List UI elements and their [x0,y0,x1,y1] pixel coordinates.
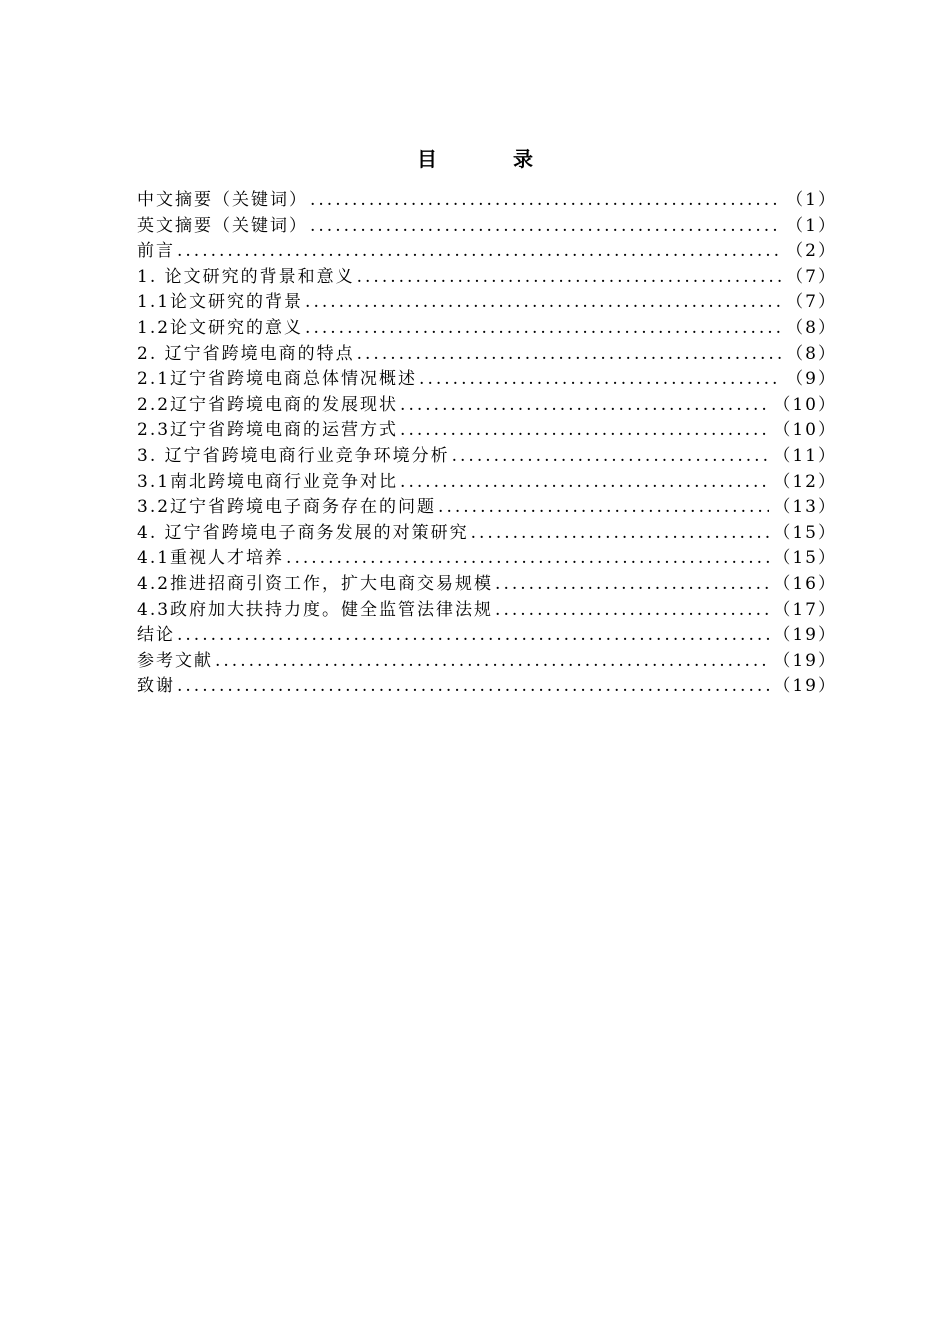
toc-leader-dots [215,649,769,675]
toc-entry-text: 3.1南北跨境电商行业竞争对比 [137,471,399,492]
toc-entry-text: 4. 辽宁省跨境电子商务发展的对策研究 [137,522,469,543]
toc-entry [137,444,837,470]
toc-entry [137,367,837,393]
toc-entry [137,598,837,624]
toc-leader-dots [177,623,769,649]
toc-title: 目 录 [417,147,561,171]
toc-leader-dots [452,444,770,470]
toc-entry [137,470,837,496]
toc-entry-page: （12） [773,471,837,492]
toc-leader-dots [471,521,770,547]
toc-entry-text: 英文摘要（关键词） [137,215,308,236]
toc-entry-text: 2.1辽宁省跨境电商总体情况概述 [137,369,418,390]
toc-entry [137,265,837,291]
toc-entry-text: 4.1重视人才培养 [137,548,285,569]
toc-entry-text: 1.1论文研究的背景 [137,292,304,313]
toc-leader-dots [177,674,769,700]
toc-entry [137,495,837,521]
toc-entry-text: 1.2论文研究的意义 [137,317,304,338]
toc-entry [137,393,837,419]
toc-entry [137,214,837,240]
toc-leader-dots [495,572,769,598]
toc-entry-page: （11） [773,445,837,466]
toc-leader-dots [177,239,782,265]
toc-list [137,188,837,700]
toc-entry-page: （17） [773,599,837,620]
toc-entry-text: 致谢 [137,676,175,697]
toc-entry [137,316,837,342]
toc-entry-text: 1. 论文研究的背景和意义 [137,266,355,287]
toc-entry-text: 4.3政府加大扶持力度。健全监管法律法规 [137,599,494,620]
toc-entry-text: 4.2推进招商引资工作，扩大电商交易规模 [137,573,494,594]
toc-entry-page: （19） [773,625,837,646]
toc-leader-dots [286,546,769,572]
toc-leader-dots [400,393,769,419]
toc-entry-page: （8） [786,343,837,364]
toc-entry-text: 2. 辽宁省跨境电商的特点 [137,343,355,364]
toc-entry [137,572,837,598]
toc-entry-page: （10） [773,420,837,441]
toc-leader-dots [419,367,782,393]
toc-leader-dots [305,316,782,342]
toc-entry-page: （1） [786,215,837,236]
toc-leader-dots [400,418,769,444]
toc-entry-text: 3. 辽宁省跨境电商行业竞争环境分析 [137,445,450,466]
toc-leader-dots [438,495,769,521]
toc-entry-page: （15） [773,548,837,569]
toc-leader-dots [310,188,782,214]
toc-entry-text: 中文摘要（关键词） [137,190,308,210]
toc-leader-dots [495,598,769,624]
toc-entry [137,342,837,368]
toc-entry-page: （7） [786,266,837,287]
toc-entry-text: 2.3辽宁省跨境电商的运营方式 [137,420,399,441]
toc-leader-dots [305,290,782,316]
toc-entry-page: （2） [786,241,837,262]
toc-entry-page: （9） [786,369,837,390]
toc-entry-page: （7） [786,292,837,313]
toc-entry [137,188,837,214]
toc-entry-page: （19） [773,676,837,697]
toc-leader-dots [310,214,782,240]
toc-entry-page: （8） [786,317,837,338]
toc-entry-text: 结论 [137,625,175,646]
toc-entry [137,674,837,700]
toc-leader-dots [357,342,783,368]
toc-entry-text: 参考文献 [137,650,213,671]
toc-entry [137,239,837,265]
toc-leader-dots [357,265,783,291]
toc-entry-page: （1） [786,190,837,210]
toc-entry-text: 前言 [137,241,175,262]
toc-entry [137,649,837,675]
toc-entry-text: 3.2辽宁省跨境电子商务存在的问题 [137,497,437,518]
toc-entry-page: （16） [773,573,837,594]
toc-entry [137,623,837,649]
toc-entry [137,418,837,444]
toc-entry-page: （15） [773,522,837,543]
toc-entry [137,290,837,316]
toc-entry-text: 2.2辽宁省跨境电商的发展现状 [137,394,399,415]
toc-entry [137,546,837,572]
toc-entry-page: （19） [773,650,837,671]
toc-leader-dots [400,470,769,496]
toc-entry [137,521,837,547]
toc-entry-page: （13） [773,497,837,518]
toc-entry-page: （10） [773,394,837,415]
